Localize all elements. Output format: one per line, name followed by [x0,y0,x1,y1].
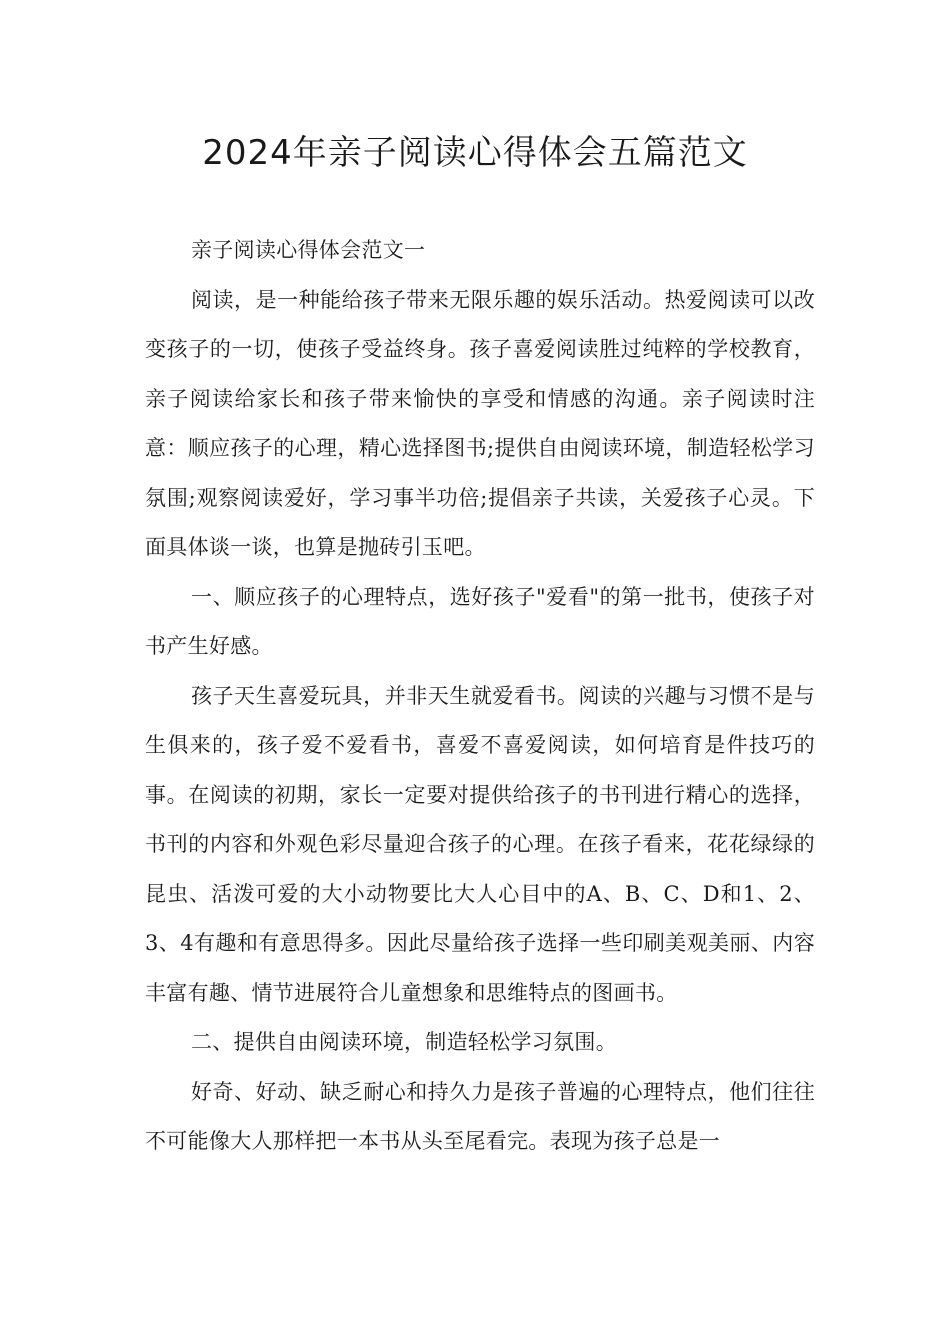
document-body [145,226,815,1167]
body-paragraph-2: 好奇、好动、缺乏耐心和持久力是孩子普遍的心理特点，他们往往不可能像大人那样把一本书从头至尾看完。表现为孩子总是一 [145,1079,815,1153]
point-heading-1: 一、顺应孩子的心理特点，选好孩子"爱看"的第一批书，使孩子对书产生好感。 [145,584,815,658]
section-heading-1: 亲子阅读心得体会范文一 [191,238,426,262]
intro-paragraph: 阅读，是一种能给孩子带来无限乐趣的娱乐活动。热爱阅读可以改变孩子的一切，使孩子受益终身。孩子喜爱阅读胜过纯粹的学校教育，亲子阅读给家长和孩子带来愉快的享受和情感的沟通。亲子阅读时注意：顺应孩子的心理，精心选择图书;提供自由阅读环境，制造轻松学习氛围;观察阅读爱好，学习事半功倍;提倡亲子共读，关爱孩子心灵。下面具体谈一谈，也算是抛砖引玉吧。 [145,287,815,559]
point-heading-2: 二、提供自由阅读环境，制造轻松学习氛围。 [191,1030,617,1054]
document-title: 2024年亲子阅读心得体会五篇范文 [202,133,748,173]
body-paragraph-1: 孩子天生喜爱玩具，并非天生就爱看书。阅读的兴趣与习惯不是与生俱来的，孩子爱不爱看书，喜爱不喜爱阅读，如何培育是件技巧的事。在阅读的初期，家长一定要对提供给孩子的书刊进行精心的选择，书刊的内容和外观色彩尽量迎合孩子的心理。在孩子看来，花花绿绿的昆虫、活泼可爱的大小动物要比大人心目中的A、B、C、D和1、2、3、4有趣和有意思得多。因此尽量给孩子选择一些印刷美观美丽、内容丰富有趣、情节进展符合儿童想象和思维特点的图画书。 [145,683,815,1005]
